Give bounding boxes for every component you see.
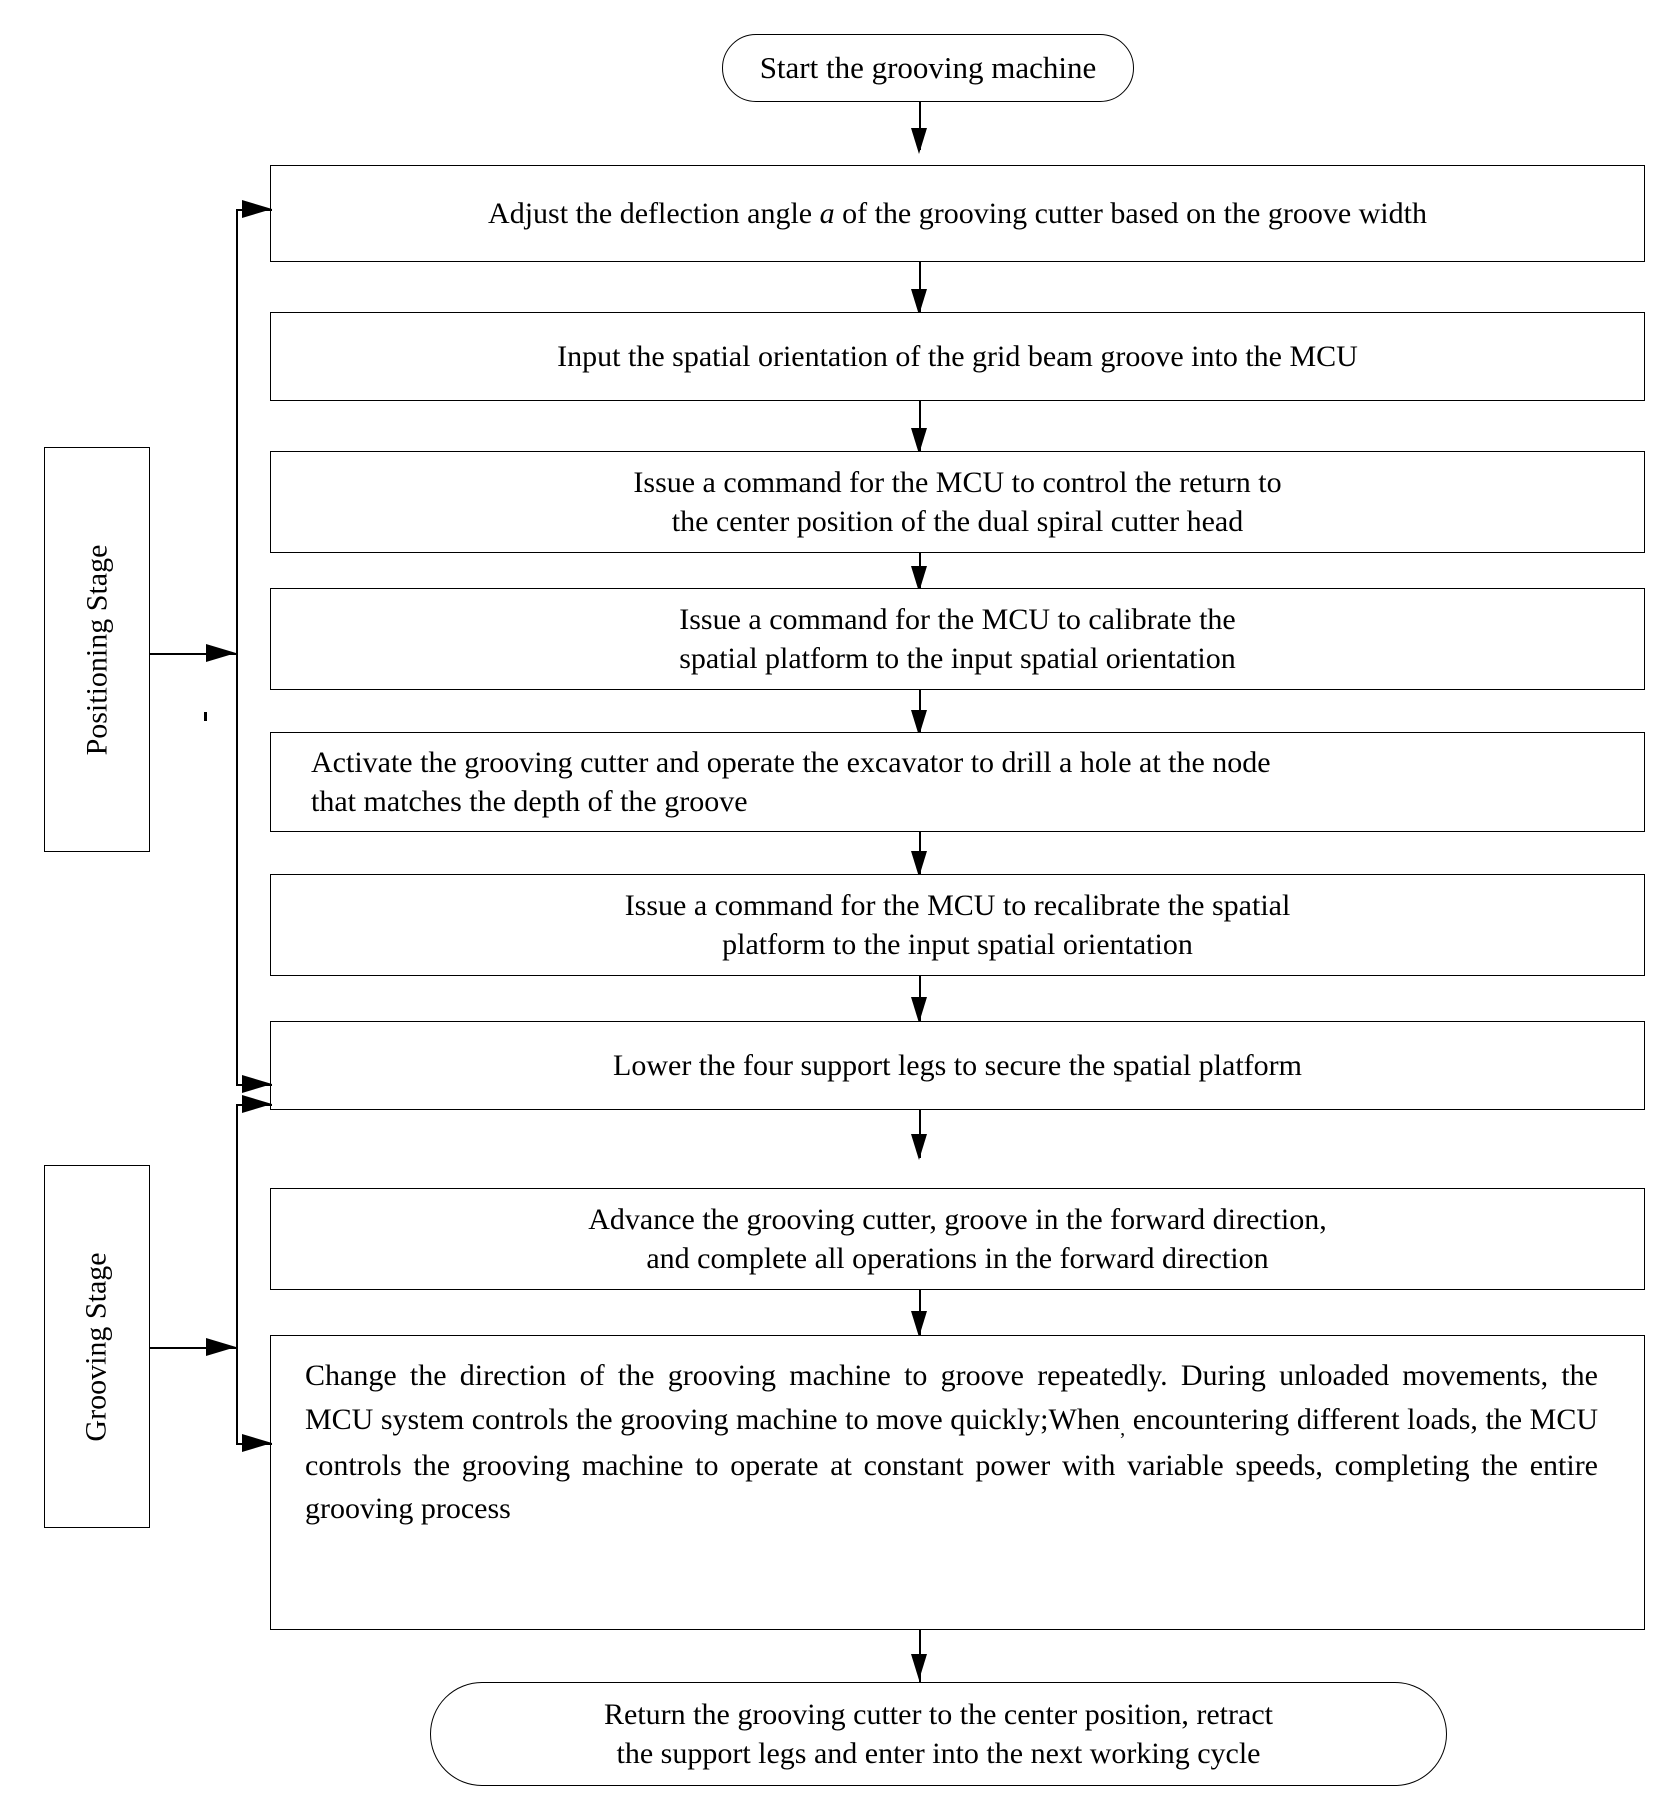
node-return-cutter-end	[430, 1682, 1447, 1786]
arrowhead-grooving-feeder	[206, 1338, 236, 1356]
bracket-grooving-spine	[236, 1104, 238, 1444]
arrowhead-positioning-to-adjust	[242, 200, 272, 218]
adjust-text-before: Adjust the deflection angle	[488, 197, 820, 230]
adjust-text-after: of the grooving cutter based on the groove width	[834, 197, 1427, 230]
command-recalibrate-line1: Issue a command for the MCU to recalibrate the spatial	[624, 889, 1291, 922]
node-command-calibrate-platform	[270, 588, 1645, 690]
arrowhead-recalibrate-to-lower	[911, 997, 927, 1023]
arrowhead-grooving-to-advance	[242, 1095, 272, 1113]
return-cutter-line2: the support legs and enter into the next working cycle	[616, 1737, 1261, 1770]
arrowhead-positioning-feeder	[206, 644, 236, 662]
command-calibrate-line2: spatial platform to the input spatial orientation	[679, 642, 1236, 675]
bracket-positioning-spine	[236, 209, 238, 1084]
node-advance-grooving-cutter	[270, 1188, 1645, 1290]
node-advance-grooving-cutter-label	[285, 1200, 1630, 1278]
activate-cutter-line2: that matches the depth of the groove	[311, 785, 748, 818]
arrowhead-lower-to-advance	[911, 1134, 927, 1160]
node-adjust-deflection-angle	[270, 165, 1645, 262]
arrowhead-change-to-return	[911, 1654, 927, 1680]
node-command-recalibrate-platform-label	[285, 886, 1630, 964]
node-change-direction	[270, 1335, 1645, 1630]
arrowhead-positioning-to-lower	[242, 1075, 272, 1093]
stage-label-grooving-text: Grooving Stage	[80, 1251, 114, 1442]
node-input-spatial-orientation-label: Input the spatial orientation of the grid beam groove into the MCU	[557, 340, 1358, 373]
adjust-angle-symbol: a	[819, 197, 835, 230]
stage-label-positioning-text: Positioning Stage	[80, 544, 114, 755]
node-command-recalibrate-platform	[270, 874, 1645, 976]
arrowhead-grooving-to-change	[242, 1434, 272, 1452]
node-command-return-center	[270, 451, 1645, 553]
node-start	[722, 34, 1134, 102]
node-activate-grooving-cutter	[270, 732, 1645, 832]
command-recalibrate-line2: platform to the input spatial orientation	[722, 928, 1193, 961]
node-activate-grooving-cutter-label	[311, 743, 1626, 821]
node-adjust-deflection-angle-label	[285, 194, 1630, 233]
advance-cutter-line2: and complete all operations in the forward direction	[646, 1242, 1269, 1275]
stage-label-positioning	[44, 447, 150, 852]
stray-speck-positioning	[204, 712, 207, 721]
node-change-direction-label	[305, 1354, 1598, 1531]
node-lower-support-legs	[270, 1021, 1645, 1110]
node-command-return-center-label	[285, 463, 1630, 541]
command-return-center-line2: the center position of the dual spiral cutter head	[671, 505, 1244, 538]
arrowhead-advance-to-change	[911, 1311, 927, 1337]
stage-label-grooving	[44, 1165, 150, 1528]
change-direction-part1: Change the direction of the grooving machine to groove repeatedly. During unloaded movements, the MCU system controls the grooving machine to move quickly;When	[305, 1359, 1598, 1436]
node-command-calibrate-platform-label	[285, 600, 1630, 678]
node-input-spatial-orientation	[270, 312, 1645, 401]
node-return-cutter-end-label	[445, 1695, 1432, 1773]
activate-cutter-line1: Activate the grooving cutter and operate the excavator to drill a hole at the node	[311, 746, 1271, 779]
node-lower-support-legs-label: Lower the four support legs to secure the spatial platform	[613, 1049, 1302, 1082]
return-cutter-line1: Return the grooving cutter to the center position, retract	[604, 1698, 1273, 1731]
advance-cutter-line1: Advance the grooving cutter, groove in the forward direction,	[588, 1203, 1327, 1236]
node-start-label: Start the grooving machine	[759, 49, 1097, 85]
command-calibrate-line1: Issue a command for the MCU to calibrate the	[679, 603, 1236, 636]
command-return-center-line1: Issue a command for the MCU to control the return to	[633, 466, 1282, 499]
change-direction-stray-mark: ,	[1120, 1417, 1126, 1440]
change-direction-part2: encountering different loads, the MCU controls the grooving machine to operate at constant power with variable speeds, completing the entire grooving process	[305, 1402, 1599, 1525]
arrowhead-start-to-adjust	[911, 128, 927, 154]
